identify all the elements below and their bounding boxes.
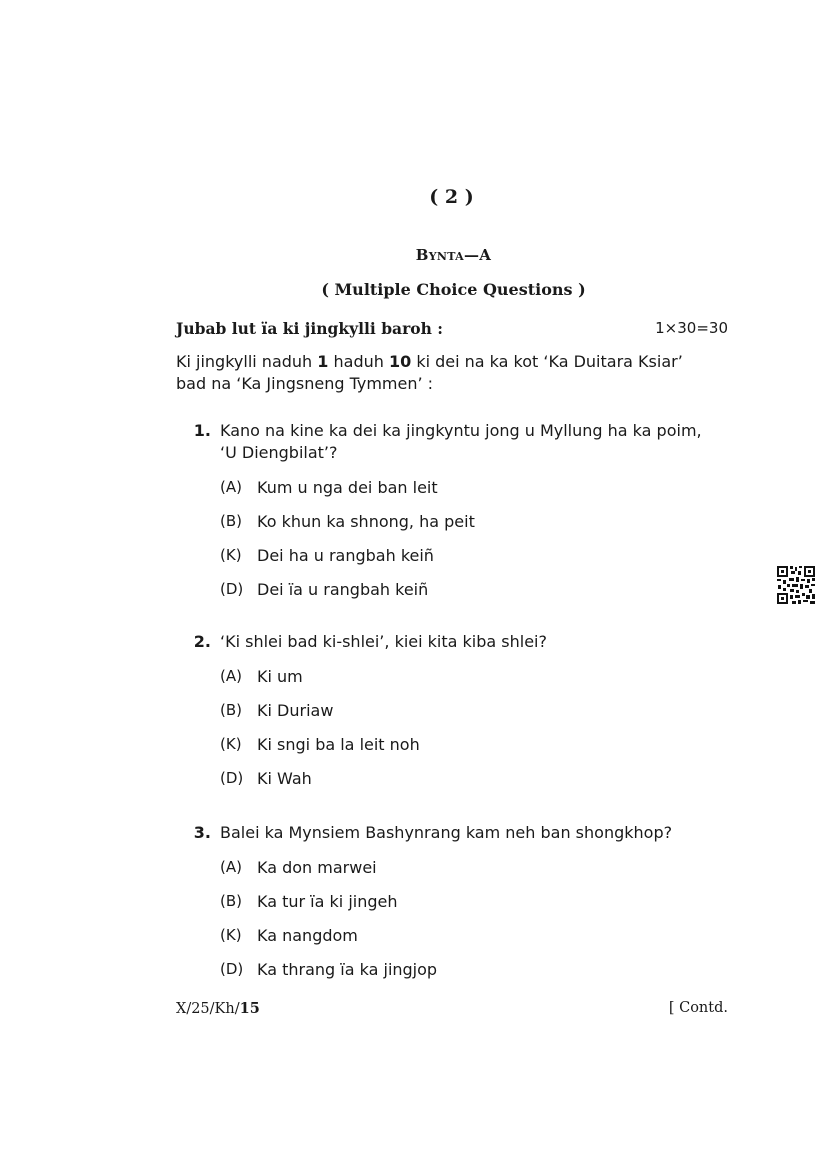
question-text: Kano na kine ka dei ka jingkyntu jong u Myllung ha ka poim, ‘U Diengbilat’? bbox=[220, 421, 702, 462]
option-d bbox=[220, 960, 716, 994]
option-label: (A) bbox=[220, 858, 242, 876]
options-list bbox=[220, 858, 716, 994]
option-text: Ka don marwei bbox=[257, 858, 377, 877]
section-subtitle: ( Multiple Choice Questions ) bbox=[321, 280, 586, 299]
options-list bbox=[220, 667, 716, 803]
question-number: 3. bbox=[193, 823, 211, 842]
question-text: Balei ka Mynsiem Bashynrang kam neh ban shongkhop? bbox=[220, 823, 673, 842]
question-text: ‘Ki shlei bad ki-shlei’, kiei kita kiba shlei? bbox=[220, 632, 547, 651]
page-number: ( 2 ) bbox=[429, 186, 474, 208]
option-text: Dei ha u rangbah keiñ bbox=[257, 546, 434, 565]
continued-label: [ Contd. bbox=[668, 1000, 728, 1016]
intro-part2: haduh bbox=[328, 352, 389, 371]
option-text: Ko khun ka shnong, ha peit bbox=[257, 512, 475, 531]
option-text: Ki Wah bbox=[257, 769, 312, 788]
option-text: Ka tur ïa ki jingeh bbox=[257, 892, 398, 911]
option-label: (B) bbox=[220, 701, 242, 719]
option-k bbox=[220, 926, 716, 960]
option-d bbox=[220, 580, 716, 614]
intro-to: 10 bbox=[388, 352, 412, 371]
option-label: (K) bbox=[220, 546, 242, 564]
option-b bbox=[220, 701, 716, 735]
option-text: Kum u nga dei ban leit bbox=[257, 478, 438, 497]
option-label: (B) bbox=[220, 512, 242, 530]
option-a bbox=[220, 858, 716, 892]
question-2 bbox=[176, 631, 716, 803]
option-d bbox=[220, 769, 716, 803]
paper-code bbox=[176, 1000, 260, 1017]
instruction-line bbox=[176, 319, 728, 338]
option-b bbox=[220, 892, 716, 926]
option-k bbox=[220, 546, 716, 580]
section-title bbox=[0, 246, 827, 264]
section-title-text: Bynta—A bbox=[415, 246, 492, 264]
option-label: (A) bbox=[220, 478, 242, 496]
option-text: Ki sngi ba la leit noh bbox=[257, 735, 420, 754]
question-3 bbox=[176, 822, 716, 994]
option-a bbox=[220, 667, 716, 701]
intro-paragraph bbox=[176, 351, 706, 395]
option-label: (D) bbox=[220, 580, 244, 598]
option-label: (K) bbox=[220, 926, 242, 944]
option-text: Ka thrang ïa ka jingjop bbox=[257, 960, 438, 979]
option-b bbox=[220, 512, 716, 546]
option-text: Ki Duriaw bbox=[257, 701, 334, 720]
instruction-text: Jubab lut ïa ki jingkylli baroh : bbox=[176, 319, 443, 338]
option-text: Ka nangdom bbox=[257, 926, 358, 945]
option-text: Dei ïa u rangbah keiñ bbox=[257, 580, 429, 599]
option-label: (B) bbox=[220, 892, 242, 910]
question-1 bbox=[176, 420, 716, 614]
option-text: Ki um bbox=[257, 667, 303, 686]
option-label: (D) bbox=[220, 769, 244, 787]
intro-from: 1 bbox=[317, 352, 329, 371]
question-number: 1. bbox=[193, 421, 211, 440]
option-label: (D) bbox=[220, 960, 244, 978]
option-label: (K) bbox=[220, 735, 242, 753]
option-a bbox=[220, 478, 716, 512]
options-list bbox=[220, 478, 716, 614]
question-number: 2. bbox=[193, 632, 211, 651]
intro-part1: Ki jingkylli naduh bbox=[176, 352, 318, 371]
paper-code-prefix: X/25/Kh/ bbox=[176, 1001, 240, 1017]
option-label: (A) bbox=[220, 667, 242, 685]
qr-code-icon bbox=[776, 565, 816, 605]
intro-part3: ki dei na ka kot ‘Ka Duitara Ksiar’ bad na ‘Ka Jingsneng Tymmen’ : bbox=[176, 352, 683, 393]
marks-allocation: 1×30=30 bbox=[655, 319, 728, 337]
paper-code-suffix: 15 bbox=[239, 1000, 260, 1017]
option-k bbox=[220, 735, 716, 769]
